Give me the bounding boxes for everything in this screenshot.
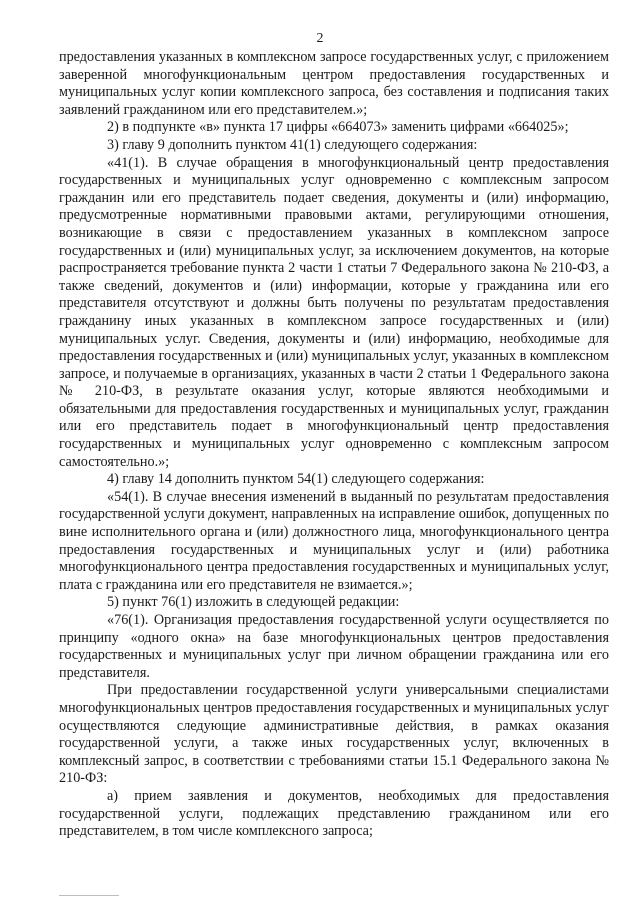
paragraph-item-3: 3) главу 9 дополнить пунктом 41(1) следующего содержания: — [107, 136, 478, 153]
paragraph-item-5: 5) пункт 76(1) изложить в следующей редакции: — [107, 594, 400, 611]
document-body — [59, 49, 609, 841]
footer-divider — [59, 895, 119, 896]
paragraph-clause-54-1: «54(1). В случае внесения изменений в выданный по результатам предоставления государственной услуги документ, направленных на исправление ошибок, допущенных по вине исполнительного органа и (или) должностного лица, многофункционального центра предоставления государственных и муниципальных услуг и (или) работника многофункционального центра предоставления государственных и муниципальных услуг, плата с гражданина или его представителя не взимается.»; — [59, 488, 609, 593]
paragraph-item-4: 4) главу 14 дополнить пунктом 54(1) следующего содержания: — [107, 471, 485, 488]
paragraph-subitem-a: а) прием заявления и документов, необходимых для предоставления государственной услуги, подлежащих представлению гражданином или его представителем, в том числе комплексного запроса; — [59, 787, 609, 840]
paragraph-admin-actions: При предоставлении государственной услуги универсальными специалистами многофункциональных центров предоставления государственных и муниципальных услуг осуществляются следующие административные действия, в рамках оказания государственной услуги, а также иных государственных услуг, включенных в комплексный запрос, в соответствии с требованиями статьи 15.1 Федерального закона № 210-ФЗ: — [59, 682, 609, 787]
paragraph-continuation: предоставления указанных в комплексном запросе государственных услуг, с приложением заверенной многофункциональным центром предоставления государственных и муниципальных услуг копии комплексного запроса, без составления и подписания таких заявлений гражданином или его представителем.»; — [59, 49, 609, 118]
page-number: 2 — [316, 31, 324, 46]
paragraph-clause-41-1: «41(1). В случае обращения в многофункциональный центр предоставления государственных и муниципальных услуг одновременно с комплексным запросом гражданин или его представитель подает сведения, документы и (или) информацию, предусмотренные нормативными правовыми актами, регулирующими отношения, возникающие в связи с предоставлением указанных в комплексном запросе государственных и (или) муниципальных услуг, за исключением документов, на которые распространяется требование пункта 2 части 1 статьи 7 Федерального закона № 210-ФЗ, а также сведений, документов и (или) информации, которые у гражданина или его представителя отсутствуют и должны быть получены по результатам предоставления гражданину иных указанных в комплексном запросе государственных и (или) муниципальных услуг. Сведения, документы и (или) информацию, необходимые для предоставления государственных и (или) муниципальных услуг, указанных в комплексном запросе, и получаемые в организациях, указанных в части 2 статьи 1 Федерального закона № 210-ФЗ, в результате оказания услуг, которые являются необходимыми и обязательными для предоставления государственных и муниципальных услуг, гражданин или его представитель подает в многофункциональный центр предоставления государственных и муниципальных услуг одновременно с комплексным запросом самостоятельно.»; — [59, 154, 609, 470]
paragraph-clause-76-1: «76(1). Организация предоставления государственной услуги осуществляется по принципу «одного окна» на базе многофункциональных центров предоставления государственных и муниципальных услуг при личном обращении гражданина или его представителя. — [59, 612, 609, 681]
paragraph-item-2: 2) в подпункте «в» пункта 17 цифры «664073» заменить цифрами «664025»; — [107, 119, 569, 136]
